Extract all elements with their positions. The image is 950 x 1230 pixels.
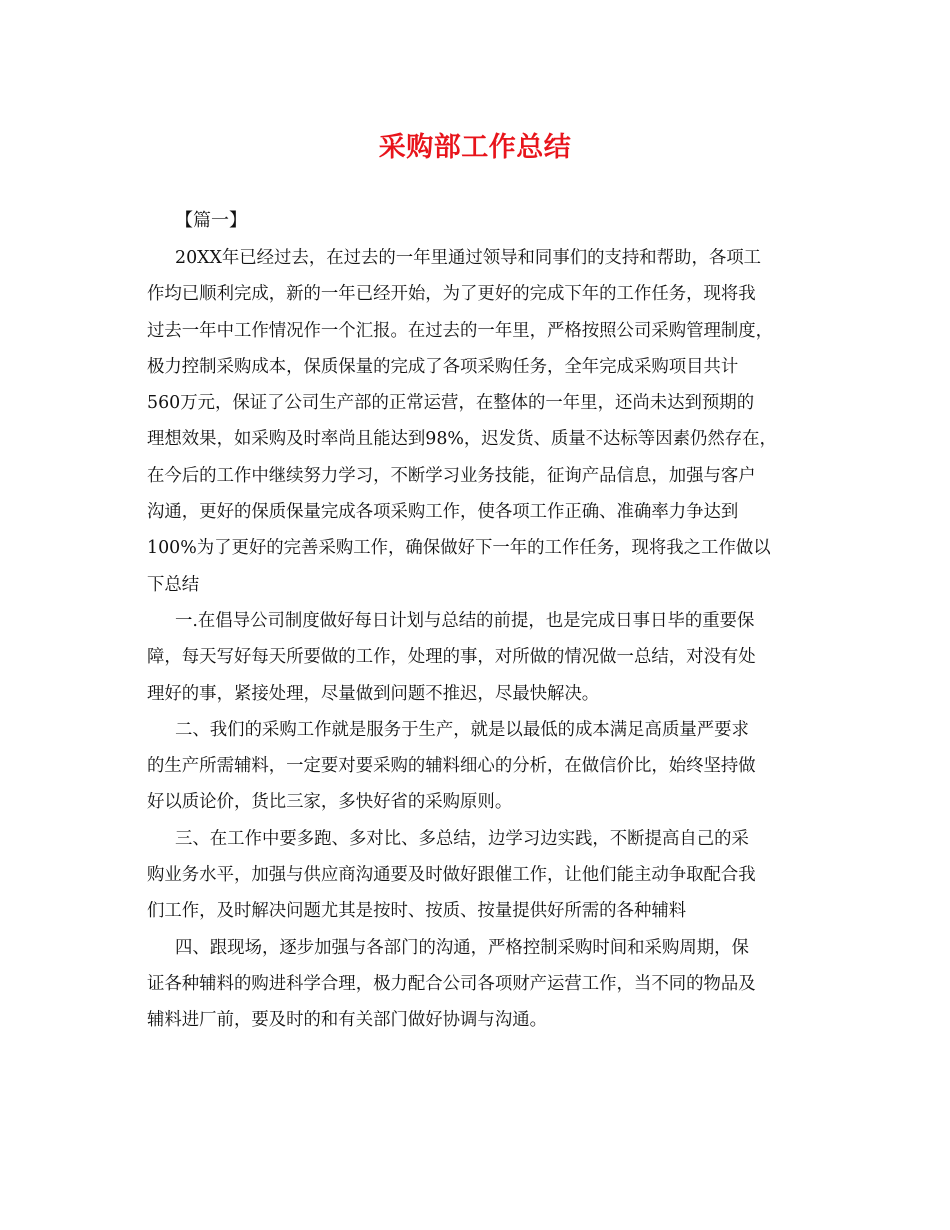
document-title: 采购部工作总结 [378,132,572,163]
paragraph-line: 作均已顺利完成，新的一年已经开始，为了更好的完成下年的工作任务，现将我 [147,284,756,305]
paragraph-line: 20XX年已经过去，在过去的一年里通过领导和同事们的支持和帮助，各项工 [175,248,762,268]
paragraph-line: 理好的事，紧接处理，尽量做到问题不推迟，尽最快解决。 [147,683,600,704]
paragraph-line: 的生产所需辅料，一定要对要采购的辅料细心的分析，在做信价比，始终坚持做 [147,756,756,777]
paragraph-line: 过去一年中工作情况作一个汇报。在过去的一年里，严格按照公司采购管理制度， [147,320,774,341]
section-label: 【篇一】 [175,210,247,231]
paragraph-line: 辅料进厂前，要及时的和有关部门做好协调与沟通。 [147,1010,547,1031]
paragraph-line: 在今后的工作中继续努力学习，不断学习业务技能，征询产品信息，加强与客户 [147,465,756,486]
paragraph-line: 极力控制采购成本，保质保量的完成了各项采购任务，全年完成采购项目共计 [147,356,739,377]
paragraph-line: 好以质论价，货比三家，多快好省的采购原则。 [147,792,513,813]
paragraph-line: 二、我们的采购工作就是服务于生产，就是以最低的成本满足高质量严要求 [175,719,749,740]
paragraph-line: 三、在工作中要多跑、多对比、多总结，边学习边实践，不断提高自己的采 [175,828,749,849]
paragraph-line: 沟通，更好的保质保量完成各项采购工作，使各项工作正确、准确率力争达到 [147,502,739,523]
paragraph-line: 560万元，保证了公司生产部的正常运营，在整体的一年里，还尚未达到预期的 [147,393,755,414]
paragraph-line: 下总结 [147,574,200,595]
document-body [147,240,807,1039]
paragraph-line: 购业务水平，加强与供应商沟通要及时做好跟催工作，让他们能主动争取配合我 [147,865,756,886]
paragraph-line: 们工作，及时解决问题尤其是按时、按质、按量提供好所需的各种辅料 [147,901,687,922]
paragraph-line: 100%为了更好的完善采购工作，确保做好下一年的工作任务，现将我之工作做以 [147,538,771,559]
paragraph-line: 证各种辅料的购进科学合理，极力配合公司各项财产运营工作，当不同的物品及 [147,973,756,994]
paragraph-line: 四、跟现场，逐步加强与各部门的沟通，严格控制采购时间和采购周期，保 [175,937,749,958]
paragraph-line: 障，每天写好每天所要做的工作，处理的事，对所做的情况做一总结，对没有处 [147,647,756,668]
paragraph-line: 理想效果，如采购及时率尚且能达到98%，迟发货、质量不达标等因素仍然存在， [147,429,777,450]
paragraph-line: 一.在倡导公司制度做好每日计划与总结的前提，也是完成日事日毕的重要保 [175,610,755,631]
